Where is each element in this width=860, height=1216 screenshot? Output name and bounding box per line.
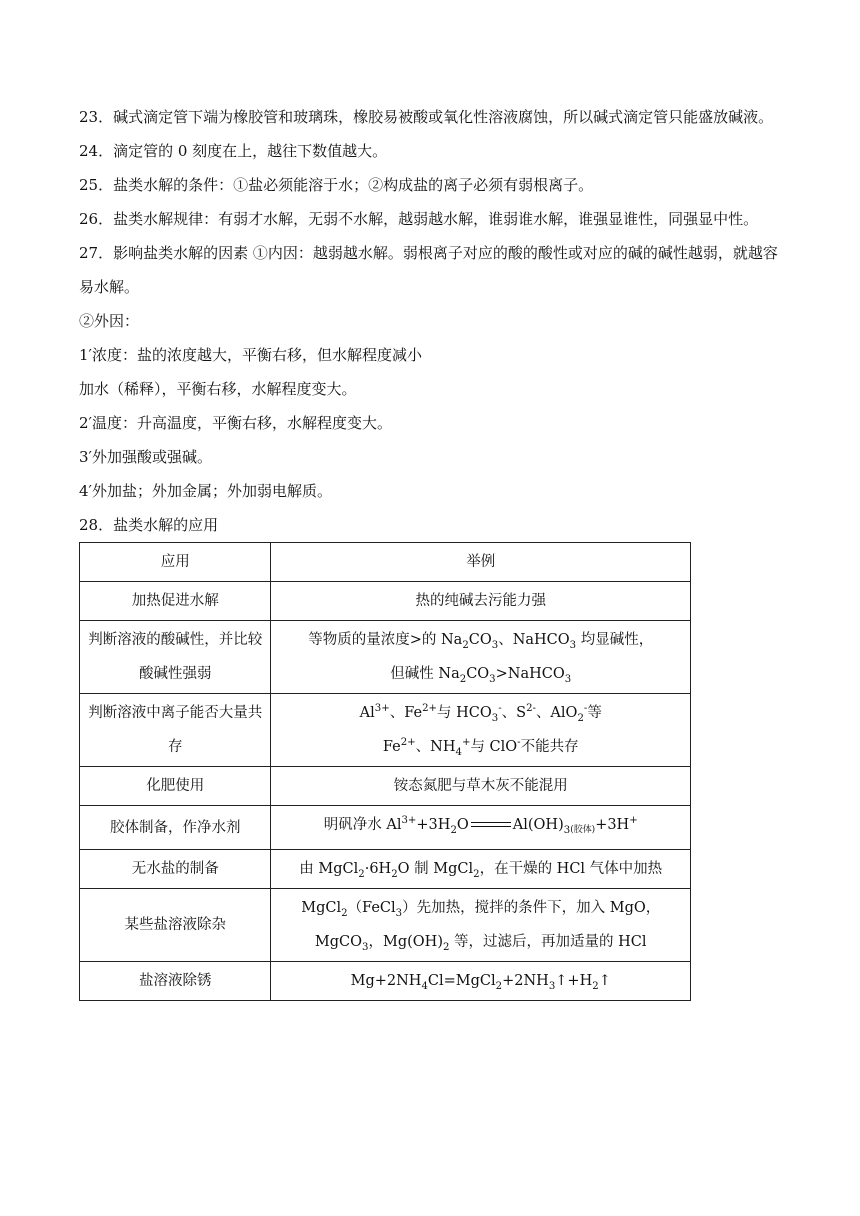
example-cell bbox=[271, 694, 691, 767]
use-cell: 盐溶液除锈 bbox=[80, 962, 271, 1001]
table-row bbox=[80, 582, 691, 621]
external-factors-heading: ②外因： bbox=[79, 312, 140, 330]
example-line: 等物质的量浓度>的 $Na_2CO_3$、NaHCO$_3$ 均显碱性， bbox=[308, 632, 654, 651]
use-cell: 胶体制备，作净水剂 bbox=[80, 806, 271, 850]
table-row bbox=[80, 621, 691, 694]
example-line: $Fe^{2+}$、$NH_4^+$与 ClO-不能共存 bbox=[382, 737, 579, 758]
hydrolysis-application-table bbox=[79, 542, 691, 1001]
paragraph-24: 24．滴定管的 0 刻度在上，越往下数值越大。 bbox=[79, 142, 388, 160]
use-cell: 无水盐的制备 bbox=[80, 850, 271, 889]
table-row bbox=[80, 962, 691, 1001]
table-row bbox=[80, 889, 691, 962]
table-row bbox=[80, 806, 691, 850]
factor-temperature: 2′温度：升高温度，平衡右移，水解程度变大。 bbox=[79, 414, 392, 432]
use-cell: 化肥使用 bbox=[80, 767, 271, 806]
paragraph-28: 28．盐类水解的应用 bbox=[79, 516, 219, 534]
example-line: 但碱性 $Na_2CO_3>NaHCO_3$ bbox=[390, 666, 572, 685]
example-cell: 热的纯碱去污能力强 bbox=[271, 582, 691, 621]
header-cell-use: 应用 bbox=[80, 543, 271, 582]
table-header-row bbox=[80, 543, 691, 582]
example-cell: 由 $MgCl_2\cdot 6H_2O$ 制 MgCl$_2$，在干燥的 HCl 气体中加热 bbox=[271, 850, 691, 889]
table-row bbox=[80, 850, 691, 889]
use-cell: 某些盐溶液除杂 bbox=[80, 889, 271, 962]
example-cell bbox=[271, 889, 691, 962]
table-row bbox=[80, 767, 691, 806]
document-body bbox=[79, 100, 779, 1001]
header-cell-example: 举例 bbox=[271, 543, 691, 582]
paragraph-25: 25．盐类水解的条件：①盐必须能溶于水；②构成盐的离子必须有弱根离子。 bbox=[79, 176, 594, 194]
paragraph-27: 27．影响盐类水解的因素 ①内因：越弱越水解。弱根离子对应的酸的酸性或对应的碱的碱性越弱，就越容易水解。 bbox=[79, 244, 778, 296]
factor-acid-base: 3′外加强酸或强碱。 bbox=[79, 448, 212, 466]
example-line: MgCO$_3$，$Mg(OH)_2$ 等，过滤后，再加适量的 HCl bbox=[314, 934, 647, 953]
use-cell: 加热促进水解 bbox=[80, 582, 271, 621]
factor-salt-metal: 4′外加盐；外加金属；外加弱电解质。 bbox=[79, 482, 332, 500]
example-line: MgCl$_2$（FeCl$_3$）先加热，搅拌的条件下，加入 MgO， bbox=[301, 900, 661, 919]
example-line: $Al^{3+}$、$Fe^{2+}$与 $HCO_3^-$、$S^{2-}$、AlO$_2$-等 bbox=[359, 703, 602, 724]
paragraph-26: 26．盐类水解规律：有弱才水解，无弱不水解，越弱越水解，谁弱谁水解，谁强显谁性，同强显中性。 bbox=[79, 210, 759, 228]
use-cell: 判断溶液的酸碱性，并比较酸碱性强弱 bbox=[80, 621, 271, 694]
factor-concentration: 1′浓度：盐的浓度越大，平衡右移，但水解程度减小 bbox=[79, 346, 422, 364]
paragraph-23: 23．碱式滴定管下端为橡胶管和玻璃珠，橡胶易被酸或氧化性溶液腐蚀，所以碱式滴定管只能盛放碱液。 bbox=[79, 108, 774, 126]
example-cell: $Mg+2NH_4Cl=MgCl_2+2NH_3↑+H_2↑$ bbox=[271, 962, 691, 1001]
example-cell: 铵态氮肥与草木灰不能混用 bbox=[271, 767, 691, 806]
example-cell bbox=[271, 621, 691, 694]
factor-dilution: 加水（稀释），平衡右移，水解程度变大。 bbox=[79, 380, 357, 398]
use-cell: 判断溶液中离子能否大量共存 bbox=[80, 694, 271, 767]
example-cell: 明矾净水 $Al^{3+}+3H_2O$ $Al(OH)_{3(胶体)}+3H^+$ bbox=[271, 806, 691, 850]
table-row bbox=[80, 694, 691, 767]
